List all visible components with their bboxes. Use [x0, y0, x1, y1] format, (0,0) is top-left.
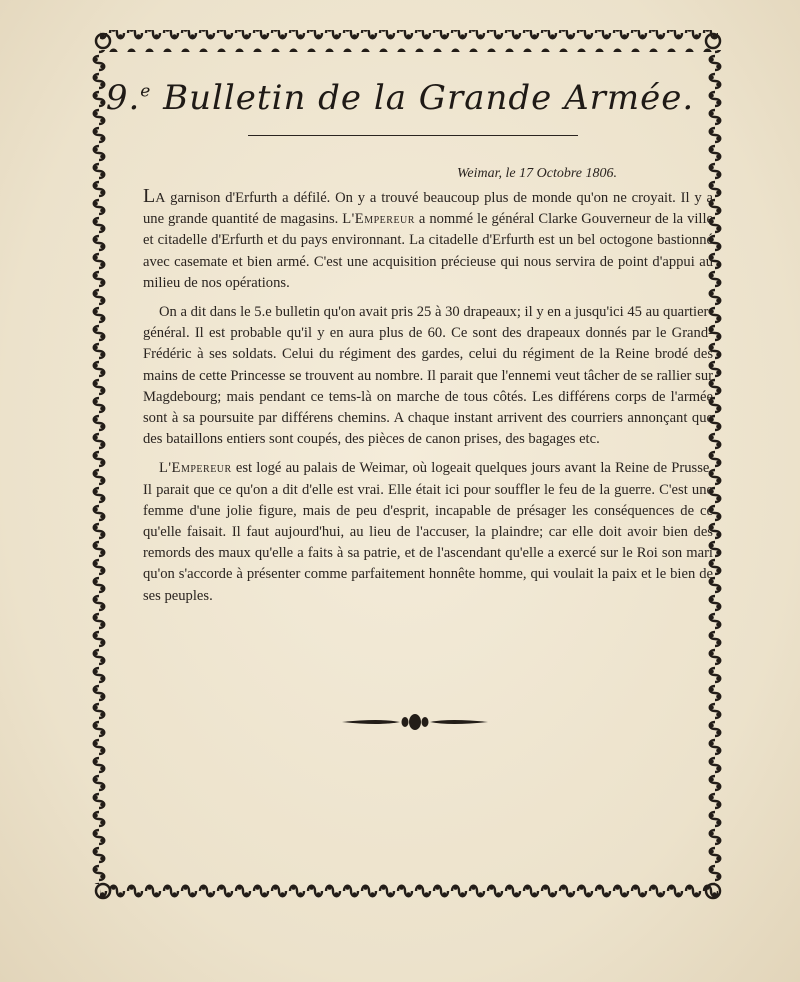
paragraph-1-part-1: garnison d'Erfurth a défilé. On y a trouvé beaucoup plus de monde qu'on ne croyait. Il y a une grande quantité de magasins.: [143, 190, 713, 228]
border-left: [92, 50, 114, 884]
dateline: Weimar, le 17 Octobre 1806.: [457, 166, 617, 181]
title-rule: [248, 135, 578, 136]
closing-ornament: [340, 712, 490, 732]
paragraph-1: [143, 186, 713, 294]
title-number: 9.: [105, 78, 141, 118]
title-sup: e: [140, 81, 152, 102]
paragraph-3: [143, 458, 713, 606]
emperor-small-caps: L'Empereur: [342, 211, 415, 228]
drop-cap: La: [143, 185, 166, 207]
paragraph-2: On a dit dans le 5.e bulletin qu'on avait pris 25 à 30 drapeaux; il y en a jusqu'ici 45 au quartier-général. Il est probable qu'il y en aura plus de 60. Ce sont des drapeaux donnés par le Grand-Frédéric à ses soldats. Celui du régiment des gardes, celui du régiment de la Reine brodé des mains de cette Princesse se trouvent au nombre. Il parait que l'ennemi veut tâcher de se rallier sur Magdebourg; mais pendant ce tems-là on marche de tous côtés. Les différens corps de l'armée sont à sa poursuite par différens chemins. A chaque instant arrivent des courriers annonçant que des bataillons entiers sont coupés, des pièces de canon prises, des bagages etc.: [143, 304, 713, 448]
paragraph-3-text: est logé au palais de Weimar, où logeait quelques jours avant la Reine de Prusse. Il parait que ce qu'on a dit d'elle est vrai. Elle était ici pour souffler le feu de la guerre. C'est une femme d'une jolie figure, mais de peu d'esprit, incapable de présager les conséquences de ce qu'elle faisait. Il faut aujourd'hui, au lieu de l'accuser, la plaindre; car elle doit avoir bien des remords des maux qu'elle a faits à sa patrie, et de l'ascendant qu'elle a exercé sur le Roi son mari qu'on s'accorde à présenter comme parfaitement honnête homme, qui voulait la paix et le bien de ses peuples.: [143, 460, 713, 604]
border-bottom: [100, 880, 718, 902]
paragraph-1-part-2: a nommé le général Clarke Gouverneur de la ville et citadelle d'Erfurth et du pays environnant. La citadelle d'Erfurth est un bel octogone bastionné avec casemate et bien armé. C'est une acquisition précieuse qui nous servira de point d'appui au milieu de nos opérations.: [143, 211, 714, 291]
border-top: [100, 30, 718, 52]
bulletin-title: [0, 78, 800, 118]
bulletin-body: [143, 186, 713, 615]
title-text: Bulletin de la Grande Armée.: [163, 78, 695, 118]
emperor-small-caps: L'Empereur: [159, 460, 232, 477]
